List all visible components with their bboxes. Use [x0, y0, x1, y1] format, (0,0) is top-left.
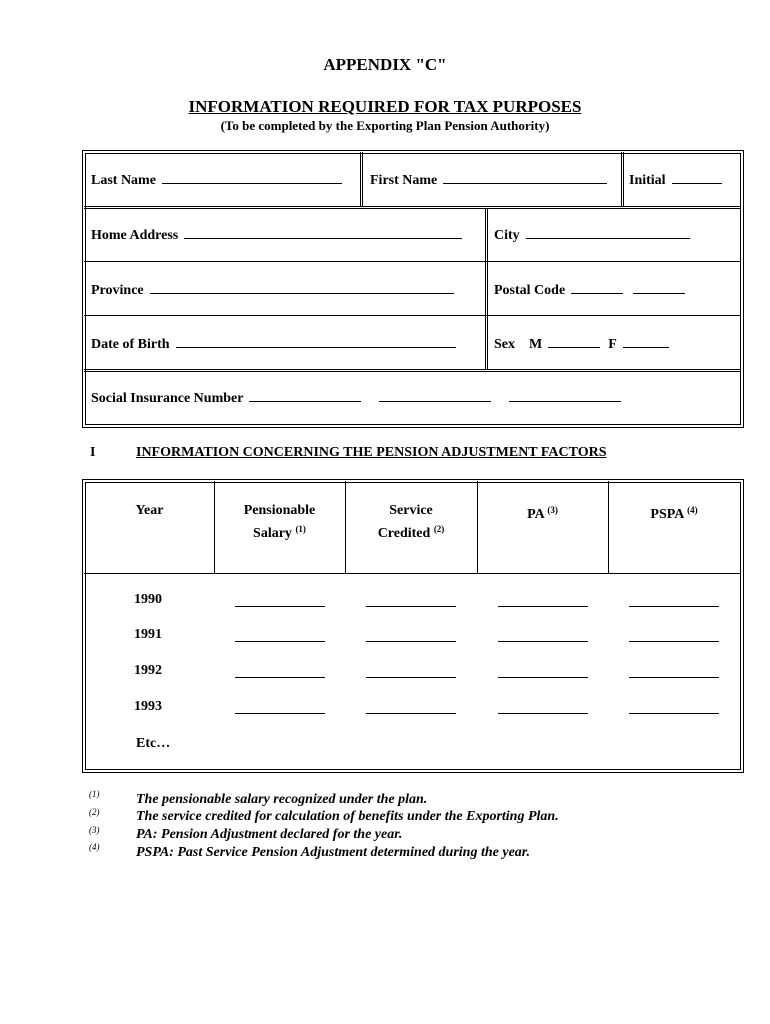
column-header-pa: PA $^{(3)}$ [527, 505, 558, 522]
province-field[interactable] [91, 281, 454, 299]
postal-code-label: Postal Code [494, 283, 566, 298]
footnote-text: PA: Pension Adjustment declared for the year. [136, 827, 403, 842]
sex-field[interactable] [494, 335, 669, 353]
first-name-label: First Name [370, 173, 438, 188]
initial-field[interactable] [629, 171, 722, 189]
form-title: INFORMATION REQUIRED FOR TAX PURPOSES [188, 97, 582, 116]
year-label: 1990 [134, 592, 162, 607]
footnote-text: The pensionable salary recognized under the plan. [136, 792, 428, 807]
section-number: I [90, 445, 96, 460]
year-label: 1993 [134, 699, 162, 714]
pensionable-salary-blank[interactable] [235, 677, 325, 678]
year-label: 1992 [134, 663, 162, 678]
pspa-blank[interactable] [629, 677, 719, 678]
home-address-label: Home Address [91, 228, 179, 243]
pensionable-salary-blank[interactable] [235, 606, 325, 607]
sex-m-label: M [529, 337, 543, 352]
pspa-blank[interactable] [629, 606, 719, 607]
sex-f-label: F [608, 337, 617, 352]
pspa-blank[interactable] [629, 641, 719, 642]
form-subtitle: (To be completed by the Exporting Plan Pension Authority) [220, 118, 550, 133]
appendix-heading: APPENDIX "C" [323, 55, 447, 74]
city-field[interactable] [494, 226, 690, 244]
column-header-service-credited: Service Credited $^{(2)}$ [377, 503, 445, 541]
date-of-birth-label: Date of Birth [91, 337, 170, 352]
date-of-birth-field[interactable] [91, 335, 456, 353]
column-header-pensionable-salary: Pensionable Salary $^{(1)}$ [243, 503, 316, 541]
sin-field[interactable] [91, 389, 621, 407]
pspa-blank[interactable] [629, 713, 719, 714]
footnote-mark: (3) [89, 825, 100, 835]
footnote-text: PSPA: Past Service Pension Adjustment determined during the year. [136, 845, 530, 860]
service-credited-blank[interactable] [366, 677, 456, 678]
etc-label: Etc… [136, 736, 171, 751]
initial-label: Initial [629, 173, 666, 188]
pa-blank[interactable] [498, 677, 588, 678]
city-label: City [494, 228, 520, 243]
pa-blank[interactable] [498, 606, 588, 607]
home-address-field[interactable] [91, 226, 462, 244]
section-title: INFORMATION CONCERNING THE PENSION ADJUSTMENT FACTORS [136, 445, 607, 460]
column-header-year: Year [135, 503, 164, 518]
last-name-label: Last Name [91, 173, 156, 188]
footnote-mark: (4) [89, 842, 100, 852]
first-name-field[interactable] [370, 171, 607, 189]
pensionable-salary-blank[interactable] [235, 641, 325, 642]
sin-label: Social Insurance Number [91, 391, 244, 406]
pa-blank[interactable] [498, 713, 588, 714]
province-label: Province [91, 283, 144, 298]
postal-code-field[interactable] [494, 281, 685, 299]
service-credited-blank[interactable] [366, 606, 456, 607]
footnote-mark: (1) [89, 789, 100, 799]
pa-blank[interactable] [498, 641, 588, 642]
service-credited-blank[interactable] [366, 641, 456, 642]
service-credited-blank[interactable] [366, 713, 456, 714]
pensionable-salary-blank[interactable] [235, 713, 325, 714]
footnote-text: The service credited for calculation of benefits under the Exporting Plan. [136, 809, 559, 824]
last-name-field[interactable] [91, 171, 342, 189]
year-label: 1991 [134, 627, 162, 642]
sex-label: Sex [494, 337, 515, 352]
column-header-pspa: PSPA $^{(4)}$ [650, 505, 698, 522]
footnote-mark: (2) [89, 807, 100, 817]
